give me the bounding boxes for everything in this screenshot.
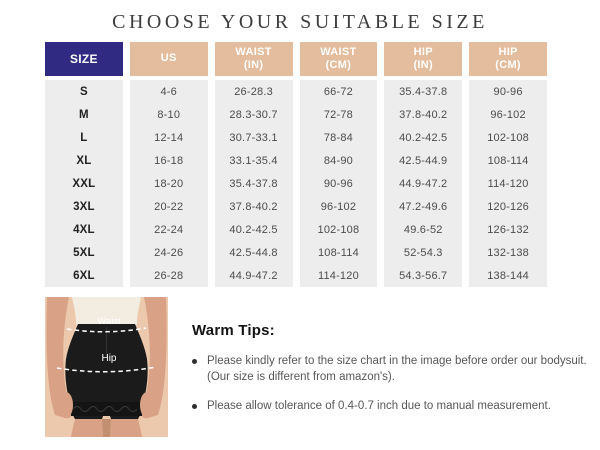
inner-thigh-shadow — [102, 419, 111, 437]
value-cell: 37.8-40.2 — [384, 103, 462, 126]
value-cell: 102-108 — [300, 218, 378, 241]
tip-text: Please kindly refer to the size chart in the image before order our bodysuit.(Our size is different from amazon's). — [207, 355, 587, 383]
tip-item — [192, 354, 592, 385]
size-cell: 5XL — [45, 241, 123, 264]
value-cell: 96-102 — [469, 103, 547, 126]
bullet-icon — [192, 404, 197, 409]
left-leg — [71, 419, 103, 437]
warm-tips-heading: Warm Tips: — [192, 322, 275, 339]
value-cell: 26-28 — [130, 264, 208, 287]
column-header-hip-in: HIP (IN) — [384, 42, 462, 76]
value-cell: 44.9-47.2 — [215, 264, 293, 287]
value-cell: 90-96 — [469, 80, 547, 103]
tip-text: Please allow tolerance of 0.4-0.7 inch due to manual measurement. — [207, 400, 551, 413]
value-cell: 52-54.3 — [384, 241, 462, 264]
size-cell: 6XL — [45, 264, 123, 287]
value-cell: 35.4-37.8 — [215, 172, 293, 195]
value-cell: 8-10 — [130, 103, 208, 126]
value-cell: 108-114 — [469, 149, 547, 172]
waist-label: Waist — [97, 316, 121, 327]
size-cell: 4XL — [45, 218, 123, 241]
size-cell: M — [45, 103, 123, 126]
value-cell: 72-78 — [300, 103, 378, 126]
value-cell: 42.5-44.8 — [215, 241, 293, 264]
size-table-body — [45, 80, 547, 287]
size-cell: 3XL — [45, 195, 123, 218]
value-cell: 78-84 — [300, 126, 378, 149]
value-cell: 114-120 — [300, 264, 378, 287]
value-cell: 47.2-49.6 — [384, 195, 462, 218]
shapewear-measurement-image — [45, 297, 168, 437]
value-cell: 66-72 — [300, 80, 378, 103]
column-header-waist-cm: WAIST (CM) — [300, 42, 378, 76]
value-cell: 26-28.3 — [215, 80, 293, 103]
value-cell: 24-26 — [130, 241, 208, 264]
product-figure — [45, 297, 168, 437]
value-cell: 108-114 — [300, 241, 378, 264]
size-cell: XL — [45, 149, 123, 172]
size-table-header — [45, 42, 547, 76]
value-cell: 12-14 — [130, 126, 208, 149]
page-title: CHOOSE YOUR SUITABLE SIZE — [112, 11, 488, 33]
value-cell: 84-90 — [300, 149, 378, 172]
value-cell: 20-22 — [130, 195, 208, 218]
value-cell: 40.2-42.5 — [384, 126, 462, 149]
column-header-size: SIZE — [45, 42, 123, 76]
value-cell: 54.3-56.7 — [384, 264, 462, 287]
size-cell: L — [45, 126, 123, 149]
value-cell: 40.2-42.5 — [215, 218, 293, 241]
size-cell: S — [45, 80, 123, 103]
hip-label: Hip — [101, 353, 117, 364]
column-header-hip-cm: HIP (CM) — [469, 42, 547, 76]
value-cell: 49.6-52 — [384, 218, 462, 241]
value-cell: 90-96 — [300, 172, 378, 195]
column-header-waist-in: WAIST (IN) — [215, 42, 293, 76]
column-header-us: US — [130, 42, 208, 76]
value-cell: 120-126 — [469, 195, 547, 218]
bullet-icon — [192, 359, 197, 364]
value-cell: 22-24 — [130, 218, 208, 241]
value-cell: 37.8-40.2 — [215, 195, 293, 218]
value-cell: 44.9-47.2 — [384, 172, 462, 195]
size-cell: XXL — [45, 172, 123, 195]
warm-tips-section — [192, 322, 592, 429]
left-hand — [59, 392, 73, 418]
value-cell: 114-120 — [469, 172, 547, 195]
value-cell: 132-138 — [469, 241, 547, 264]
value-cell: 96-102 — [300, 195, 378, 218]
value-cell: 138-144 — [469, 264, 547, 287]
value-cell: 28.3-30.7 — [215, 103, 293, 126]
value-cell: 33.1-35.4 — [215, 149, 293, 172]
value-cell: 102-108 — [469, 126, 547, 149]
value-cell: 126-132 — [469, 218, 547, 241]
tip-item — [192, 399, 592, 415]
value-cell: 16-18 — [130, 149, 208, 172]
value-cell: 30.7-33.1 — [215, 126, 293, 149]
value-cell: 18-20 — [130, 172, 208, 195]
value-cell: 42.5-44.9 — [384, 149, 462, 172]
right-hand — [140, 392, 154, 418]
value-cell: 4-6 — [130, 80, 208, 103]
right-leg — [110, 419, 142, 437]
value-cell: 35.4-37.8 — [384, 80, 462, 103]
